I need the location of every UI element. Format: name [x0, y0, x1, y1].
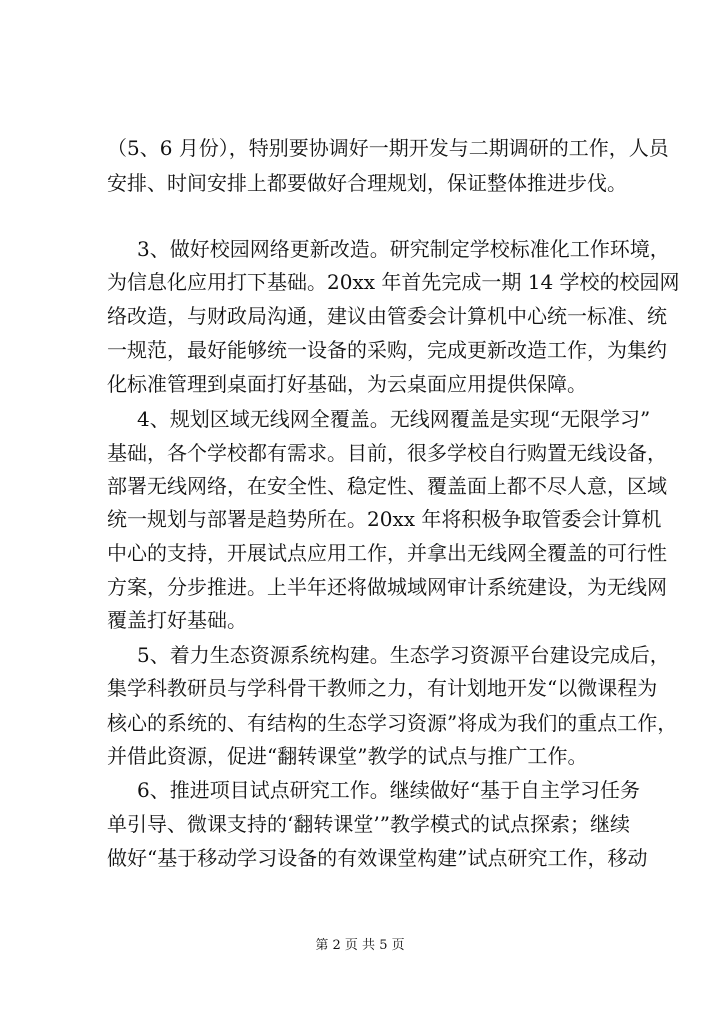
- text-line: 覆盖打好基础。: [107, 608, 247, 632]
- text-line: 为信息化应用打下基础。20xx 年首先完成一期 14 学校的校园网: [107, 270, 680, 294]
- text-line: （5、6 月份），特别要协调好一期开发与二期调研的工作，人员: [107, 136, 669, 160]
- text-line: 化标准管理到桌面打好基础，为云桌面应用提供保障。: [107, 372, 587, 396]
- text-line: 一规范，最好能够统一设备的采购，完成更新改造工作，为集约: [107, 338, 667, 362]
- text-line: 中心的支持，开展试点应用工作，并拿出无线网全覆盖的可行性: [107, 541, 667, 565]
- text-line: 核心的系统的、有结构的生态学习资源”将成为我们的重点工作，: [107, 711, 678, 735]
- text-line: 做好“基于移动学习设备的有效课堂构建”试点研究工作，移动: [107, 846, 648, 870]
- text-line: 安排、时间安排上都要做好合理规划，保证整体推进步伐。: [107, 171, 627, 195]
- text-line: 统一规划与部署是趋势所在。20xx 年将积极争取管委会计算机: [107, 507, 662, 531]
- text-line: 络改造，与财政局沟通，建议由管委会计算机中心统一标准、统: [107, 304, 667, 328]
- text-line: 并借此资源，促进“翻转课堂”教学的试点与推广工作。: [107, 744, 588, 768]
- page-footer: 第 2 页 共 5 页: [315, 938, 405, 953]
- text-line: 3、做好校园网络更新改造。研究制定学校标准化工作环境，: [137, 237, 670, 261]
- text-line: 4、规划区域无线网全覆盖。无线网覆盖是实现“无限学习”: [137, 407, 651, 431]
- text-line: 方案，分步推进。上半年还将做城域网审计系统建设，为无线网: [107, 575, 667, 599]
- text-line: 部署无线网络，在安全性、稳定性、覆盖面上都不尽人意，区域: [107, 474, 667, 498]
- text-line: 单引导、微课支持的‘翻转课堂’”教学模式的试点探索；继续: [107, 812, 630, 836]
- text-line: 基础，各个学校都有需求。目前，很多学校自行购置无线设备，: [107, 441, 667, 465]
- text-line: 5、着力生态资源系统构建。生态学习资源平台建设完成后，: [137, 643, 670, 667]
- text-line: 集学科教研员与学科骨干教师之力，有计划地开发“以微课程为: [107, 676, 658, 700]
- text-line: 6、推进项目试点研究工作。继续做好“基于自主学习任务: [137, 778, 640, 802]
